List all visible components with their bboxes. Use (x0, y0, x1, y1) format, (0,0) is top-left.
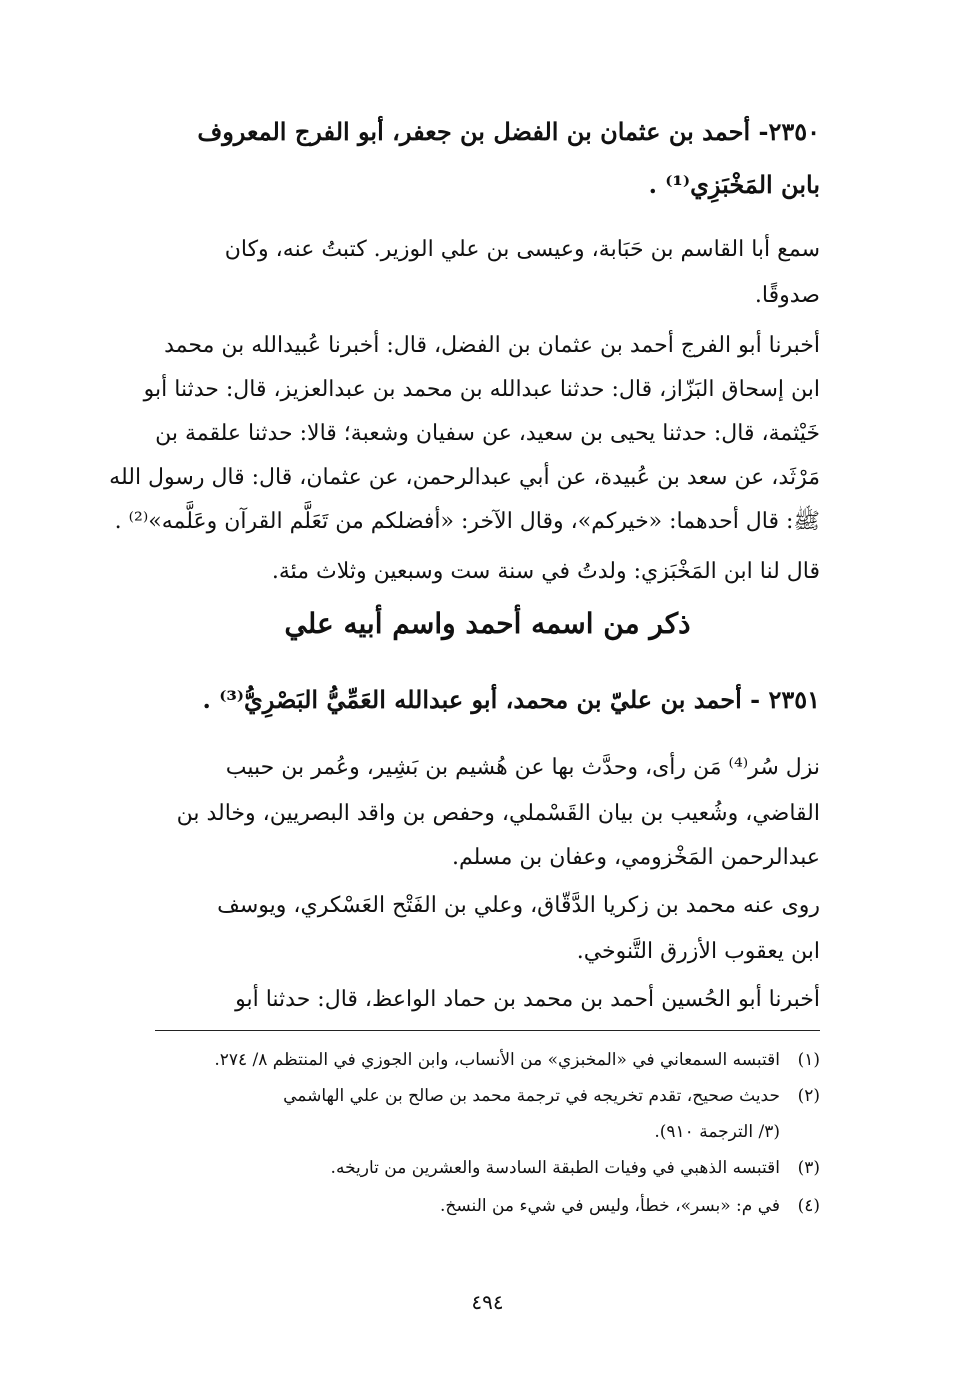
footnote-text: (٣/ الترجمة ٩١٠). (654, 1122, 780, 1142)
footnote-divider (155, 1030, 820, 1031)
footnote-text: في م: «بسر»، خطأ، وليس في شيء من النسخ. (440, 1196, 780, 1216)
paragraph-line: مَرْثَد، عن سعد بن عُبيدة، عن أبي عبدالرحمن، عن عثمان، قال: قال رسول الله (109, 465, 820, 490)
entry-2350-title-line-1: ٢٣٥٠- أحمد بن عثمان بن الفضل بن جعفر، أبو الفرج المعروف (197, 117, 820, 146)
paragraph-line: صدوقًا. (754, 283, 820, 308)
footnote-text: حديث صحيح، تقدم تخريجه في ترجمة محمد بن صالح بن علي الهاشمي (283, 1086, 780, 1106)
entry-2351-title: ٢٣٥١ - أحمد بن عليّ بن محمد، أبو عبدالله العَمِّيُّ البَصْرِيُّ⁽³⁾ . (202, 685, 820, 714)
footnote (155, 1044, 820, 1076)
paragraph-line: سمع أبا القاسم بن حَبَابة، وعيسى بن علي الوزير. كتبتُ عنه، وكان (224, 237, 820, 262)
paragraph-line: روى عنه محمد بن زكريا الدَّقّاق، وعلي بن الفَتْح العَسْكري، ويوسف (217, 893, 820, 918)
paragraph-line: أخبرنا أبو الفرج أحمد بن عثمان بن الفضل، قال: أخبرنا عُبيدالله بن محمد (164, 333, 820, 358)
footnote-continuation (155, 1116, 820, 1148)
paragraph-line: القاضي، وشُعيب بن بيان القَسْملي، وحفص بن واقد البصريين، وخالد بن (176, 801, 820, 826)
footnote-text: اقتبسه السمعاني في «المخبزي» من الأنساب، وابن الجوزي في المنتظم ٨/ ٢٧٤. (214, 1050, 780, 1070)
paragraph-line: عبدالرحمن المَخْزومي، وعفان بن مسلم. (452, 845, 820, 870)
entry-2350-title-line-2: بابن المَخْبَزِي⁽¹⁾ . (648, 170, 820, 199)
footnote-number: (٣) (797, 1158, 820, 1178)
paragraph-line: خَيْثمة، قال: حدثنا يحيى بن سعيد، عن سفيان وشعبة؛ قالا: حدثنا علقمة بن (155, 421, 820, 446)
footnote-text: اقتبسه الذهبي في وفيات الطبقة السادسة والعشرين من تاريخه. (330, 1158, 780, 1178)
paragraph-line: أخبرنا أبو الحُسين أحمد بن محمد بن حماد الواعظ، قال: حدثنا أبو (235, 987, 820, 1012)
page-number: ٤٩٤ (471, 1290, 504, 1314)
footnote-number: (٢) (797, 1086, 820, 1106)
footnote (155, 1190, 820, 1222)
footnote (155, 1152, 820, 1184)
paragraph-line: نزل سُر⁽⁴⁾ مَن رأى، وحدَّث بها عن هُشيم بن بَشِير، وعُمر بن حبيب (225, 755, 820, 780)
footnote (155, 1080, 820, 1112)
paragraph-line: ابن يعقوب الأزرق التَّنوخي. (576, 939, 820, 964)
section-heading: ذكر من اسمه أحمد واسم أبيه علي (284, 607, 691, 640)
footnote-number: (١) (797, 1050, 820, 1070)
paragraph-line: ﷺ: قال أحدهما: «خيركم»، وقال الآخر: «أفضلكم من تَعَلَّم القرآن وعَلَّمه»⁽²⁾ . (114, 509, 820, 534)
paragraph-line: قال لنا ابن المَخْبَزي: ولدتُ في سنة ست وسبعين وثلاث مئة. (271, 559, 820, 584)
footnote-number: (٤) (797, 1196, 820, 1216)
paragraph-line: ابن إسحاق البَزّاز، قال: حدثنا عبدالله بن محمد بن عبدالعزيز، قال: حدثنا أبو (143, 377, 820, 402)
